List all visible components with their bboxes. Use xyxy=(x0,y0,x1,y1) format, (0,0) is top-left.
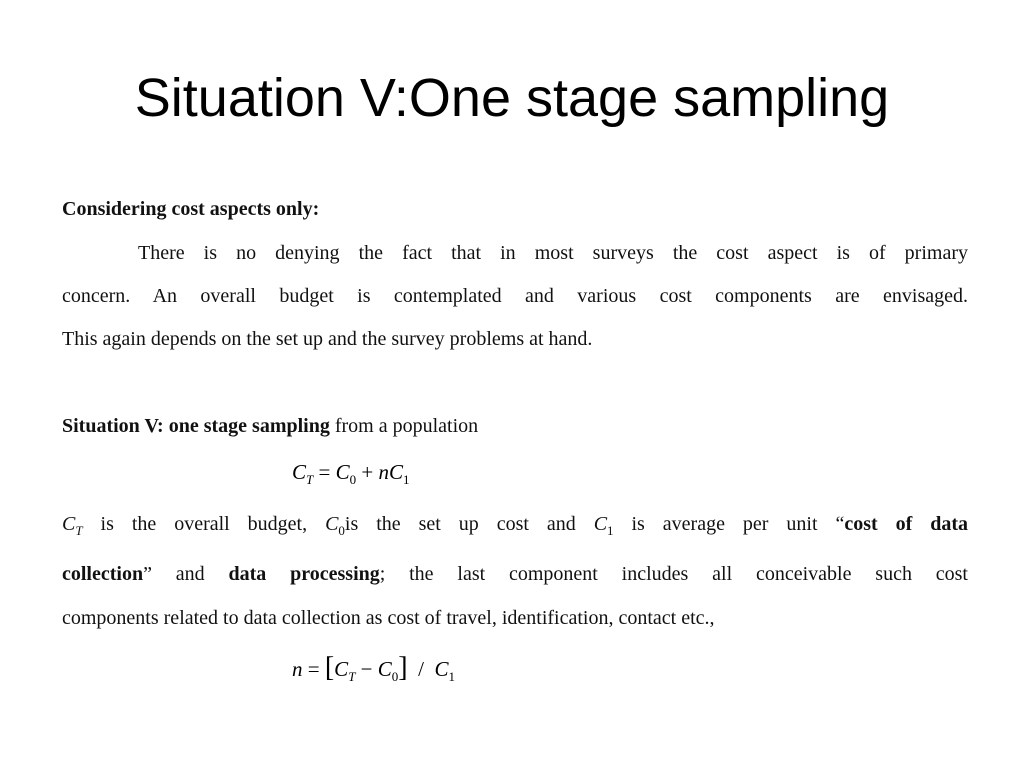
bold-collection: collection xyxy=(62,563,144,585)
cost-formula xyxy=(292,460,409,488)
right-bracket: ] xyxy=(398,652,408,683)
paragraph-1-line-1: There is no denying the fact that in most surveys the cost aspect is of primary xyxy=(138,242,968,264)
text-run: is average per unit “ xyxy=(613,513,845,535)
bold-data-processing: data processing xyxy=(228,563,380,585)
var-n: n xyxy=(292,657,303,681)
var-c-one: C xyxy=(434,657,449,681)
var-c-one: C xyxy=(388,460,403,484)
sub-t: T xyxy=(348,669,356,685)
var-c-total: C xyxy=(334,657,349,681)
paragraph-1-line-3: This again depends on the set up and the survey problems at hand. xyxy=(62,328,593,350)
paragraph-1-line-2: concern. An overall budget is contemplated and various cost components are envisaged. xyxy=(62,285,968,307)
var-c-zero: C xyxy=(377,657,392,681)
sub-1: 1 xyxy=(448,669,455,685)
sub-1: 1 xyxy=(402,472,410,488)
text-run: is the set up cost and xyxy=(344,513,594,535)
var-c-one: C xyxy=(593,513,608,535)
var-c-total: C xyxy=(292,460,307,484)
section-heading-cost: Considering cost aspects only: xyxy=(62,198,320,220)
paragraph-2-line-3: components related to data collection as cost of travel, identification, contact etc., xyxy=(62,607,715,629)
var-n: n xyxy=(378,460,389,484)
situation-heading-rest: from a population xyxy=(329,415,479,437)
var-c-zero: C xyxy=(335,460,350,484)
sub-t: T xyxy=(306,472,314,488)
sample-size-formula xyxy=(292,652,455,685)
section-heading-situation xyxy=(62,415,968,438)
var-c-total: C xyxy=(62,513,76,535)
var-c-zero: C xyxy=(325,513,339,535)
slide-title: Situation V:One stage sampling xyxy=(134,68,890,128)
sub-0: 0 xyxy=(338,523,345,538)
sub-t: T xyxy=(75,523,83,538)
division-slash: / xyxy=(407,657,435,681)
situation-heading-bold: Situation V: one stage sampling xyxy=(62,415,330,437)
equals-sign: = xyxy=(302,657,325,681)
equals-sign: = xyxy=(313,460,336,484)
paragraph-2-line-2 xyxy=(62,563,968,586)
sub-1: 1 xyxy=(607,523,614,538)
sub-0: 0 xyxy=(349,472,357,488)
text-run: ; the last component includes all conceivable such cost xyxy=(379,563,968,585)
paragraph-2-line-1 xyxy=(62,513,968,539)
text-run: is the overall budget, xyxy=(82,513,326,535)
sub-0: 0 xyxy=(391,669,399,685)
bold-cost-of-data: cost of data xyxy=(844,513,969,535)
minus-sign: − xyxy=(355,657,378,681)
left-bracket: [ xyxy=(324,652,335,683)
text-run: ” and xyxy=(143,563,229,585)
plus-sign: + xyxy=(356,460,379,484)
